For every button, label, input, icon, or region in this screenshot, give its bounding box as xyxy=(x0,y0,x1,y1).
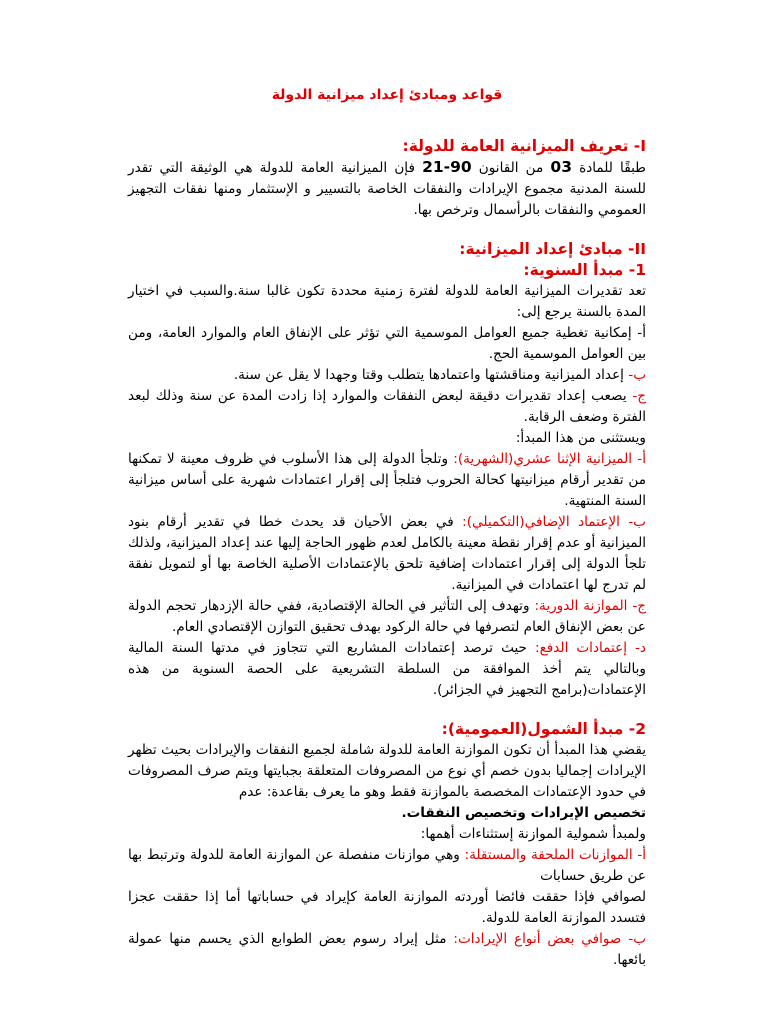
exception-b-label: ب- الإعتماد الإضافي(التكميلي): xyxy=(462,514,646,530)
section1-body-prefix: طبقًا للمادة xyxy=(579,160,646,176)
article-number: 03 xyxy=(550,158,572,176)
exception-net-revenues xyxy=(128,929,646,971)
exception-supplementary-credit xyxy=(128,512,646,596)
exception-monthly-budget xyxy=(128,449,646,512)
exception-a-text: وتلجأ الدولة إلى هذا الأسلوب في ظروف معينة لا تمكنها من تقدير أرقام ميزانيتها كحالة الحروب فتلجأ إلى إقرار اعتمادات شهرية على أساس ميزانية السنة المنتهية. xyxy=(128,451,646,509)
principle2-intro: يقضي هذا المبدأ أن تكون الموازنة العامة للدولة شاملة لجميع النفقات والإيرادات بحيث تظهر الإيرادات إجماليا بدون خصم أي نوع من المصروفات المتعلقة بجبايتها ويتم صرف المصروفات في حدود الإعتمادات المخصصة بالموازنة فقط وهو ما يعرف بقاعدة: عدم xyxy=(128,742,646,800)
principle2-heading: 2- مبدأ الشمول(العمومية): xyxy=(441,720,646,738)
principle1-item-a: أ- إمكانية تغطية جميع العوامل الموسمية التي تؤثر على الإنفاق العام والموارد العامة، ومن بين العوامل الموسمية الحج. xyxy=(128,325,646,362)
p2-exception-a-text: وهي موازنات منفصلة عن الموازنة العامة للدولة وترتبط بها عن طريق حسابات xyxy=(128,847,646,884)
exception-a-label: أ- الميزانية الإثنا عشري(الشهرية): xyxy=(453,451,646,467)
item-b-text: إعداد الميزانية ومناقشتها واعتمادها يتطلب وقتا وجهدا لا يقل عن سنة. xyxy=(233,367,624,383)
law-number: 90-21 xyxy=(422,158,472,176)
exception-cyclical-budget xyxy=(128,596,646,638)
exception-b-text: في بعض الأحيان قد يحدث خطا في تقدير أرقام بنود الميزانية أو عدم إقرار نقطة معينة بالكامل لعدم ظهور الحاجة إليها عند إعداد الميزانية، ولذلك تلجأ الدولة إلى إقرار اعتمادات إضافية تلحق بالإعتمادات الأصلية الخاصة بها أو لتمويل نفقة لم تدرج لها اعتمادات في الميزانية. xyxy=(128,514,646,593)
exception-payment-credits xyxy=(128,638,646,701)
item-c-text: يصعب إعداد تقديرات دقيقة لبعض النفقات والموارد إذا زادت المدة عن سنة وذلك لبعد الفترة وضعف الرقابة. xyxy=(128,388,646,425)
p2-exception-b-text: مثل إيراد رسوم بعض الطوابع الذي يحسم منها عمولة بائعها. xyxy=(128,931,646,968)
section1-body-rest: فإن الميزانية العامة للدولة هي الوثيقة التي تقدر للسنة المدنية مجموع الإيرادات والنفقات الخاصة بالتسيير و الإستثمار ومنها نفقات التجهيز العمومي والنفقات بالرأسمال وترخص بها. xyxy=(128,160,646,218)
principle1-heading: 1- مبدأ السنوية: xyxy=(523,261,646,279)
exception-d-label: د- إعتمادات الدفع: xyxy=(534,640,646,656)
principle1-intro: تعد تقديرات الميزانية العامة للدولة لفترة زمنية محددة تكون غالبا سنة.والسبب في اختيار المدة بالسنة يرجع إلى: xyxy=(128,283,646,320)
item-b-label: ب- xyxy=(628,367,646,383)
document-title: قواعد ومبادئ إعداد ميزانية الدولة xyxy=(271,87,503,103)
exception-d-text: حيث ترصد إعتمادات المشاريع التي تتجاوز في مدتها السنة المالية وبالتالي يتم أخذ الموافقة من السلطة التشريعية على الحصة السنوية من هذه الإعتمادات(برامج التجهيز في الجزائر). xyxy=(128,640,646,698)
section1-heading: I- تعريف الميزانية العامة للدولة: xyxy=(402,137,646,155)
section1-body xyxy=(128,157,646,221)
exception-annexed-budgets xyxy=(128,845,646,887)
principle2-exceptions-intro: ولمبدأ شمولية الموازنة إستثناءات أهمها: xyxy=(420,826,646,842)
exception-c-label: ج- الموازنة الدورية: xyxy=(534,598,646,614)
principle1-item-b xyxy=(128,365,646,386)
p2-exception-b-label: ب- صوافي بعض أنواع الإيرادات: xyxy=(453,931,646,947)
section2-heading: II- مبادئ إعداد الميزانية: xyxy=(459,240,646,258)
principle2-rule: تخصيص الإيرادات وتخصيص النفقات. xyxy=(401,805,646,821)
p2-exception-a-label: أ- الموازنات الملحقة والمستقلة: xyxy=(464,847,646,863)
exception-c-text: وتهدف إلى التأثير في الحالة الإقتصادية، ففي حالة الإزدهار تحجم الدولة عن بعض الإنفاق العام لتصرفها في حالة الركود بهدف تحقيق التوازن الإقتصادي العام. xyxy=(128,598,646,635)
principle1-exceptions-intro: ويستثنى من هذا المبدأ: xyxy=(515,430,646,446)
principle1-item-c xyxy=(128,386,646,428)
exception-annexed-budgets-cont: لصوافي فإذا حققت فائضا أوردته الموازنة العامة كإيراد في حساباتها أما إذا حققت عجزا فتسدد الموازنة العامة للدولة. xyxy=(128,889,646,926)
item-c-label: ج- xyxy=(632,388,646,404)
section1-body-mid: من القانون xyxy=(478,160,544,176)
